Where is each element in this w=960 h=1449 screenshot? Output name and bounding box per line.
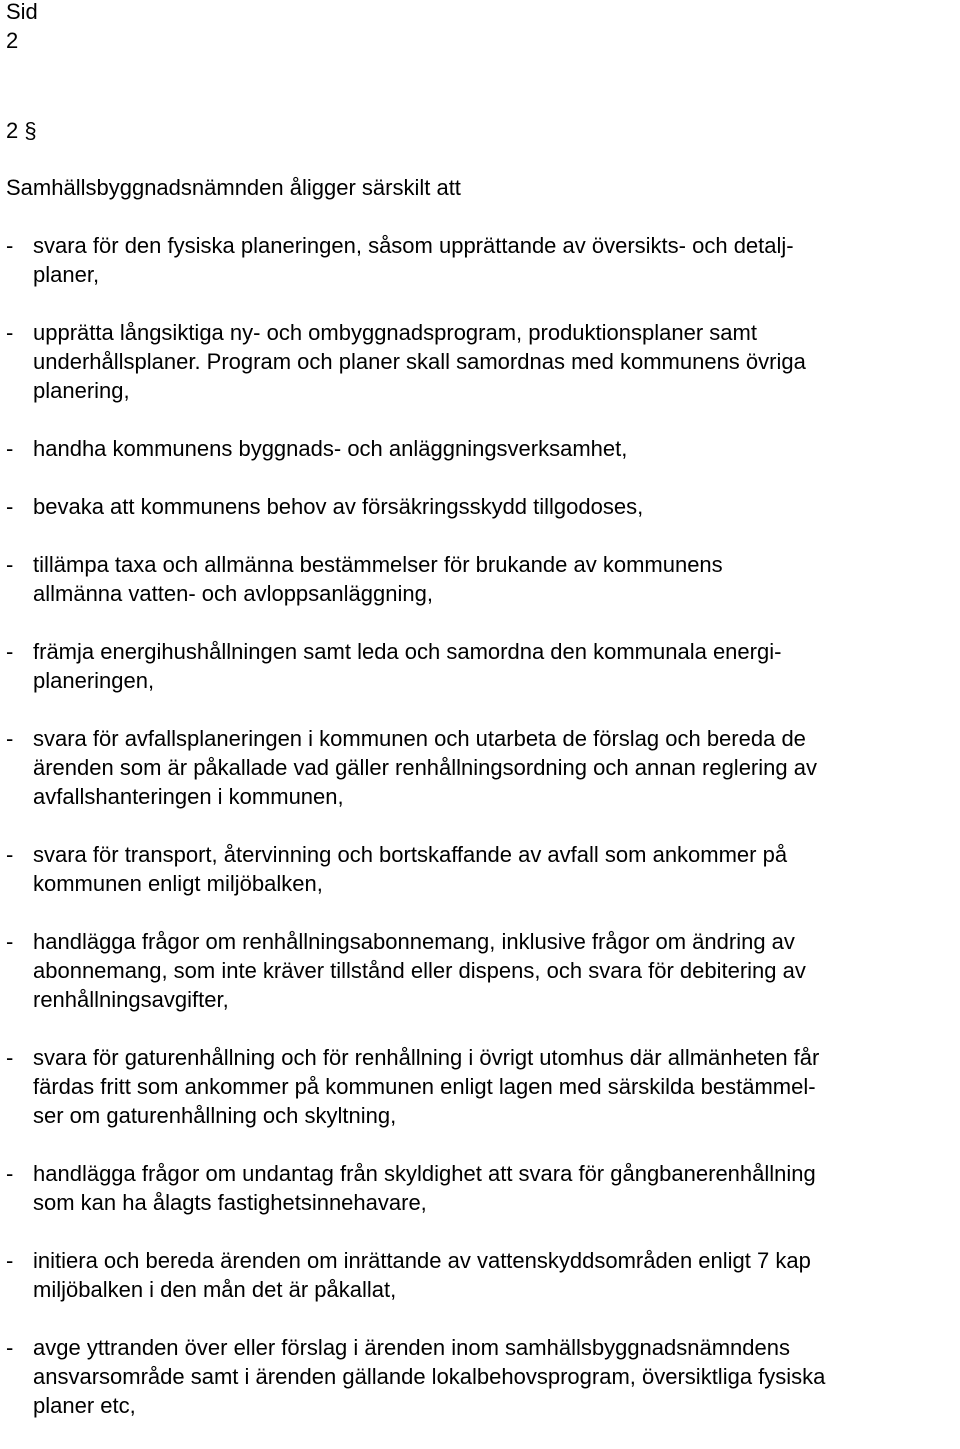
dash-bullet: - [6, 726, 14, 751]
duty-text: initiera och bereda ärenden om inrättande av vattenskyddsområden enligt 7 kap miljöbalken i den mån det är påkallat, [33, 1248, 811, 1302]
dash-bullet: - [6, 494, 14, 519]
duty-item [6, 318, 951, 405]
duty-text: svara för avfallsplaneringen i kommunen och utarbeta de förslag och bereda de ärenden som är påkallade vad gäller renhållningsordning och annan reglering av avfallshanteringen i kommunen, [33, 726, 817, 809]
dash-bullet: - [6, 436, 14, 461]
duty-list [6, 231, 951, 1449]
duty-text: handlägga frågor om undantag från skyldighet att svara för gångbanerenhållning som kan ha ålagts fastighetsinnehavare, [33, 1161, 816, 1215]
duty-text: upprätta långsiktiga ny- och ombyggnadsprogram, produktionsplaner samt underhållsplaner. Program och planer skall samordnas med kommunens övriga planering, [33, 320, 806, 403]
dash-bullet: - [6, 552, 14, 577]
dash-bullet: - [6, 233, 14, 258]
page-number-label [6, 0, 38, 55]
page-label-text: Sid [6, 0, 38, 24]
duty-text: svara för den fysiska planeringen, såsom upprättande av översikts- och detalj- planer, [33, 233, 794, 287]
duty-item [6, 927, 951, 1014]
page-number: 2 [6, 28, 19, 53]
duty-text: handha kommunens byggnads- och anläggningsverksamhet, [33, 436, 628, 461]
duty-item [6, 1043, 951, 1130]
dash-bullet: - [6, 1335, 14, 1360]
duty-text: bevaka att kommunens behov av försäkringsskydd tillgodoses, [33, 494, 644, 519]
duty-item [6, 1333, 951, 1420]
duty-text: svara för transport, återvinning och bortskaffande av avfall som ankommer på kommunen enligt miljöbalken, [33, 842, 788, 896]
section-intro: Samhällsbyggnadsnämnden åligger särskilt att [6, 175, 461, 200]
dash-bullet: - [6, 842, 14, 867]
duty-item [6, 492, 951, 521]
duty-item [6, 550, 951, 608]
duty-item [6, 231, 951, 289]
dash-bullet: - [6, 639, 14, 664]
section-heading: 2 § [6, 118, 37, 143]
dash-bullet: - [6, 1248, 14, 1273]
dash-bullet: - [6, 929, 14, 954]
duty-text: avge yttranden över eller förslag i ärenden inom samhällsbyggnadsnämndens ansvarsområde samt i ärenden gällande lokalbehovsprogram, översiktliga fysiska planer etc, [33, 1335, 826, 1418]
duty-item [6, 1246, 951, 1304]
duty-item [6, 724, 951, 811]
duty-item [6, 434, 951, 463]
duty-text: tillämpa taxa och allmänna bestämmelser för brukande av kommunens allmänna vatten- och avloppsanläggning, [33, 552, 723, 606]
duty-text: handlägga frågor om renhållningsabonnemang, inklusive frågor om ändring av abonnemang, som inte kräver tillstånd eller dispens, och svara för debitering av renhållningsavgifter, [33, 929, 806, 1012]
duty-text: svara för gaturenhållning och för renhållning i övrigt utomhus där allmänheten får färdas fritt som ankommer på kommunen enligt lagen med särskilda bestämmel- ser om gaturenhållning och skyltning, [33, 1045, 820, 1128]
duty-item [6, 1159, 951, 1217]
dash-bullet: - [6, 1161, 14, 1186]
dash-bullet: - [6, 1045, 14, 1070]
duty-text: främja energihushållningen samt leda och samordna den kommunala energi- planeringen, [33, 639, 782, 693]
duty-item [6, 840, 951, 898]
duty-item [6, 637, 951, 695]
dash-bullet: - [6, 320, 14, 345]
